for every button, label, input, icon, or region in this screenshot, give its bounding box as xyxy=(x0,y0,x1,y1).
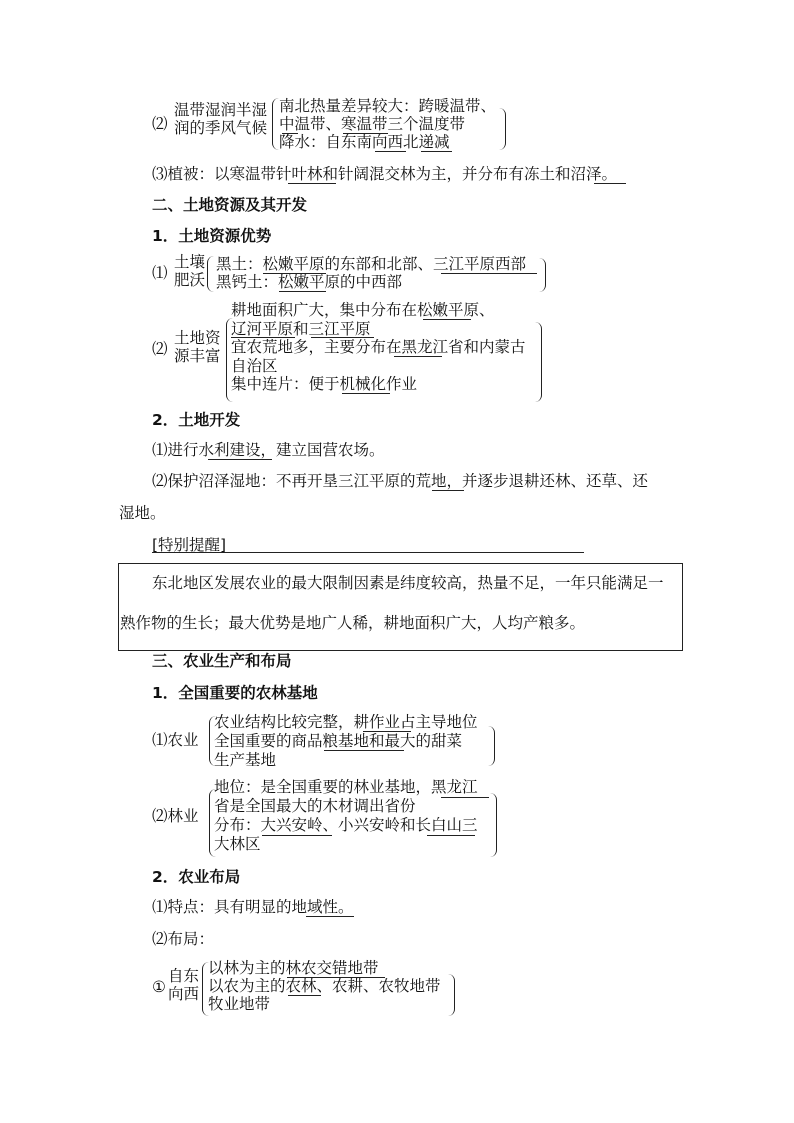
land-dev-p2-line2: 湿地。 xyxy=(119,504,166,522)
land-item1-number: ⑴ xyxy=(152,264,168,282)
item3-vegetation: ⑶植被：以寒温带针叶林和针阔混交林为主，并分布有冻土和沼泽。 xyxy=(152,165,618,183)
east-west-detail-line: 牧业地带 xyxy=(208,995,271,1013)
forestry-detail-list xyxy=(214,778,478,854)
agri-detail-list xyxy=(214,713,478,770)
underline xyxy=(263,273,326,274)
tip-label-rule xyxy=(152,552,584,553)
east-west-label-line1: 自东 xyxy=(168,967,200,985)
land-item2-label-line2: 源丰富 xyxy=(174,346,221,365)
underline xyxy=(394,356,442,357)
underline xyxy=(441,797,489,798)
item2-detail-line: 降水：自东南向西北递减 xyxy=(279,133,450,151)
land-item1-right-brace xyxy=(539,258,546,292)
underline xyxy=(311,337,374,338)
land-item1-label-line1: 土壤 xyxy=(174,253,206,271)
agri-right-brace xyxy=(488,726,495,766)
forestry-label: ⑵林业 xyxy=(152,807,199,825)
underline xyxy=(343,133,388,134)
land-item2-detail-line: 耕地面积广大，集中分布在松嫩平原、 xyxy=(231,301,495,319)
east-west-detail-list xyxy=(208,959,441,1013)
east-west-detail-line: 以林为主的林农交错地带 xyxy=(208,959,379,977)
tip-line2: 熟作物的生长；最大优势是地广人稀，耕地面积广大，人均产粮多。 xyxy=(120,614,586,632)
land-item1-detail-line: 黑土：松嫩平原的东部和北部、三江平原西部 xyxy=(216,255,527,273)
underline xyxy=(279,291,326,292)
east-west-number: ① xyxy=(152,978,166,996)
underline xyxy=(594,183,626,184)
land-item1-detail-line: 黑钙土：松嫩平原的中西部 xyxy=(216,273,403,291)
item2-label-line1: 温带湿润半湿 xyxy=(174,101,268,119)
east-west-detail-line: 以农为主的农林、农耕、农牧地带 xyxy=(208,977,441,995)
east-west-label-line2: 向西 xyxy=(168,984,200,1003)
item2-number: ⑵ xyxy=(152,115,168,133)
underline xyxy=(432,490,464,491)
land-dev-p1: ⑴进行水利建设，建立国营农场。 xyxy=(152,441,385,459)
east-west-label xyxy=(168,968,199,1004)
item2-detail-line: 中温带、寒温带三个温度带 xyxy=(279,115,466,133)
underline xyxy=(441,273,537,274)
agri-label: ⑴农业 xyxy=(152,731,199,749)
section3-sub1: 1．全国重要的农林基地 xyxy=(152,684,318,702)
underline xyxy=(262,835,332,836)
item2-left-brace xyxy=(272,98,279,150)
underline xyxy=(208,459,272,460)
underline xyxy=(363,731,411,732)
forestry-detail-line: 省是全国最大的木材调出省份 xyxy=(214,797,416,815)
forestry-right-brace xyxy=(490,793,497,857)
land-item2-detail-line: 辽河平原和三江平原 xyxy=(231,319,371,338)
underline xyxy=(288,183,336,184)
underline xyxy=(375,151,406,152)
section3-sub2: 2．农业布局 xyxy=(152,868,241,886)
underline xyxy=(231,337,295,338)
underline xyxy=(427,835,475,836)
land-item2-label-line1: 土地资 xyxy=(174,329,221,347)
agri-detail-line: 生产基地 xyxy=(214,751,277,769)
section2-heading: 二、土地资源及其开发 xyxy=(152,196,308,214)
land-item1-label-line2: 肥沃 xyxy=(174,270,206,289)
section2-sub2: 2．土地开发 xyxy=(152,411,241,429)
land-item2-number: ⑵ xyxy=(152,340,168,358)
land-item2-detail-line: 宜农荒地多，主要分布在黑龙江省和内蒙古 xyxy=(231,338,526,356)
underline xyxy=(423,319,471,320)
tip-label: [特别提醒] xyxy=(152,536,227,554)
agri-detail-line: 全国重要的商品粮基地和最大的甜菜 xyxy=(214,732,463,750)
underline xyxy=(306,916,354,917)
underline xyxy=(287,977,385,978)
land-item1-left-brace xyxy=(207,256,214,292)
land-dev-p2-line1: ⑵保护沼泽湿地：不再开垦三江平原的荒地，并逐步退耕还林、还草、还 xyxy=(152,472,649,490)
tip-line1: 东北地区发展农业的最大限制因素是纬度较高，热量不足，一年只能满足一 xyxy=(152,574,664,592)
section3-heading: 三、农业生产和布局 xyxy=(152,652,292,670)
forestry-detail-line: 分布：大兴安岭、小兴安岭和长白山三 xyxy=(214,816,478,834)
agri-detail-line: 农业结构比较完整，耕作业占主导地位 xyxy=(214,713,478,731)
underline xyxy=(282,133,298,134)
layout-p2: ⑵布局： xyxy=(152,930,215,948)
layout-p1: ⑴特点：具有明显的地域性。 xyxy=(152,898,354,916)
item2-label-line2: 润的季风气候 xyxy=(174,118,268,137)
land-item2-detail-list xyxy=(231,301,526,394)
land-item2-label xyxy=(174,330,221,366)
item2-label xyxy=(174,102,267,138)
section2-sub1: 1．土地资源优势 xyxy=(152,227,272,245)
land-item2-detail-line: 集中连片：便于机械化作业 xyxy=(231,375,418,393)
underline xyxy=(421,151,452,152)
east-west-right-brace xyxy=(448,974,455,1016)
forestry-detail-line: 大林区 xyxy=(214,835,261,853)
land-item2-detail-line: 自治区 xyxy=(231,356,278,375)
underline xyxy=(342,393,390,394)
land-item2-right-brace xyxy=(535,322,542,402)
item2-detail-line: 南北热量差异较大：跨暖温带、 xyxy=(279,97,497,115)
forestry-detail-line: 地位：是全国重要的林业基地，黑龙江 xyxy=(214,778,478,796)
item2-detail-list xyxy=(279,97,496,151)
item2-right-brace xyxy=(499,108,506,150)
land-item1-label xyxy=(174,254,205,290)
underline xyxy=(324,750,404,751)
underline xyxy=(288,995,321,996)
